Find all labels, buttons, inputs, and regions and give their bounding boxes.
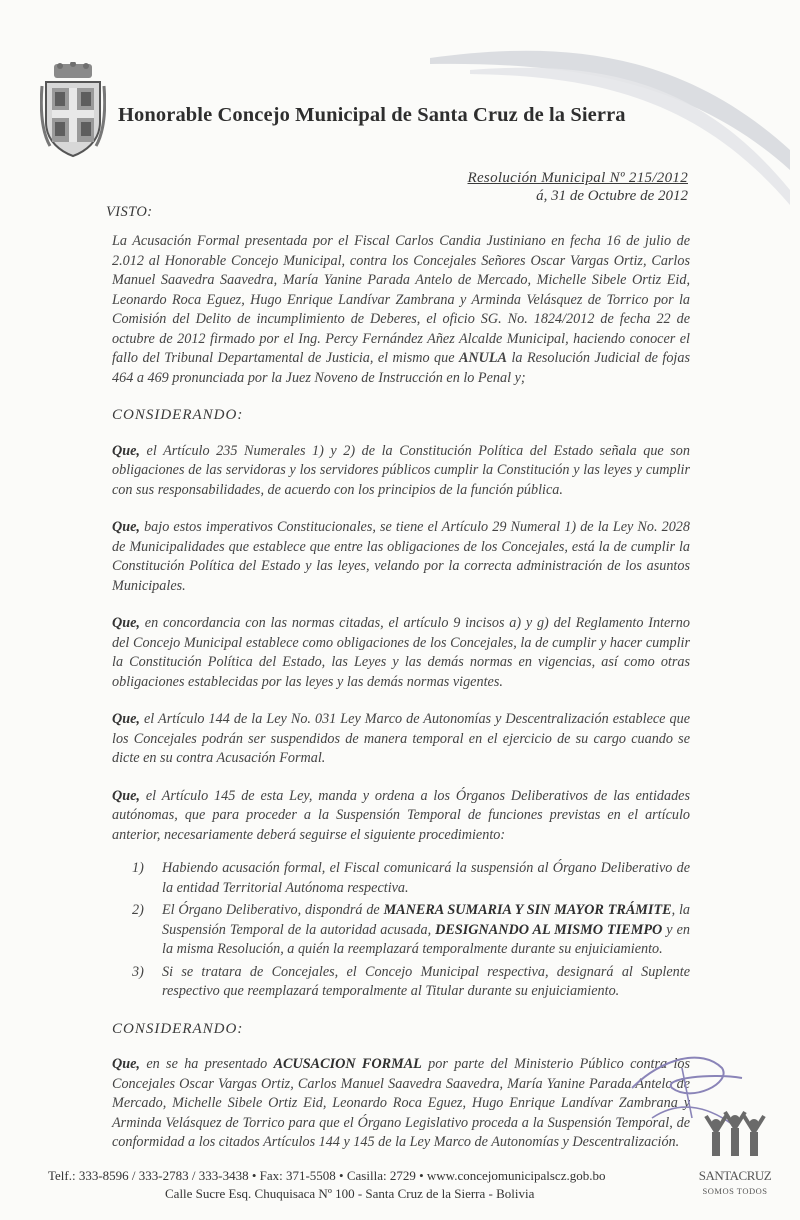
institution-title: Honorable Concejo Municipal de Santa Cruz de la Sierra <box>118 104 626 126</box>
considerando-heading-2: CONSIDERANDO: <box>112 1020 244 1037</box>
considerando-paragraph: Que, bajo estos imperativos Constitucionales, se tiene el Artículo 29 Numeral 1) de la Ley No. 2028 de Municipalidades que establece que entre las obligaciones de los Concejales, está la de cumplir la Constitución Política del Estado y las leyes, velando por la correcta administración de los asuntos Municipales. <box>112 519 690 594</box>
procedure-step: 3) Si se tratara de Concejales, el Concejo Municipal respectiva, designará al Suplente respectivo que reemplazará temporalmente al Titular durante su enjuiciamiento. <box>132 963 690 999</box>
footer-address: Calle Sucre Esq. Chuquisaca Nº 100 - Santa Cruz de la Sierra - Bolivia <box>165 1186 535 1201</box>
considerando-paragraph: Que, el Artículo 145 de esta Ley, manda y ordena a los Órganos Deliberativos de las entidades autónomas, que para proceder a la Suspensión Temporal de funciones previstas en el artículo anterior, necesariamente deberá seguirse el siguiente procedimiento: <box>112 787 690 843</box>
considerando-paragraph: Que, el Artículo 144 de la Ley No. 031 Ley Marco de Autonomías y Descentralización establece que los Concejales podrán ser suspendidos de manera temporal en el ejercicio de su cargo cuando se dicte en su contra Acusación Formal. <box>112 711 690 766</box>
considerando-paragraph: Que, el Artículo 235 Numerales 1) y 2) de la Constitución Política del Estado señala que son obligaciones de las servidoras y los servidores públicos cumplir la Constitución y las leyes y cumplir con sus responsabilidades, de acuerdo con los principios de la función pública. <box>112 442 690 498</box>
visto-paragraph: La Acusación Formal presentada por el Fiscal Carlos Candia Justiniano en fecha 16 de julio de 2.012 al Honorable Concejo Municipal, contra los Concejales Señores Oscar Vargas Ortiz, Carlos Manuel Saavedra Saavedra, María Yanine Parada Antelo de Mercado, Michelle Sibele Ortiz Eid, Leonardo Roca Eguez, Hugo Enrique Landívar Zambrana y Arminda Velásquez de Torrico por la Comisión del Delito de incumplimiento de Deberes, el oficio SG. No. 1824/2012 de fecha 22 de octubre de 2012 firmado por el Ing. Percy Fernández Añez Alcalde Municipal, haciendo conocer el fallo del Tribunal Departamental de Justicia, el mismo que ANULA la Resolución Judicial de fojas 464 a 469 pronunciada por la Juez Noveno de Instrucción en lo Penal y; <box>112 233 690 386</box>
municipal-coat-of-arms-icon <box>40 62 106 158</box>
annul-keyword: ANULA <box>458 350 508 366</box>
document-body <box>112 232 690 1171</box>
logo-brand: SANTACRUZ <box>698 1168 772 1183</box>
resolution-date: á, 31 de Octubre de 2012 <box>536 188 688 204</box>
people-figures-icon <box>694 1110 776 1170</box>
considerando-paragraph: Que, en concordancia con las normas citadas, el artículo 9 incisos a) y g) del Reglamento Interno del Concejo Municipal establece como obligaciones de los Concejales, la de cumplir y hacer cumplir la Constitución Política del Estado, las Leyes y las demás normas en vigencias, así como otras obligaciones establecidas por las leyes y las demás normas vigentes. <box>112 615 690 690</box>
considerando-heading-1: CONSIDERANDO: <box>112 407 244 423</box>
resolution-number: Resolución Municipal Nº 215/2012 <box>467 170 688 186</box>
footer-contact: Telf.: 333-8596 / 333-2783 / 333-3438 • Fax: 371-5508 • Casilla: 2729 • www.concejomunicipalscz.gob.bo <box>48 1168 606 1183</box>
procedure-step: 1) Habiendo acusación formal, el Fiscal comunicará la suspensión al Órgano Deliberativo de la entidad Territorial Autónoma respectiva. <box>132 860 690 896</box>
header-swoosh-graphic <box>0 0 800 260</box>
santa-cruz-logo <box>694 1110 776 1206</box>
procedure-step: 2) El Órgano Deliberativo, dispondrá de MANERA SUMARIA Y SIN MAYOR TRÁMITE, la Suspensión Temporal de la autoridad acusada, DESIGNANDO AL MISMO TIEMPO y en la misma Resolución, a quién la reemplazará temporalmente durante su enjuiciamiento. <box>132 902 690 957</box>
procedure-list <box>112 859 690 1002</box>
logo-tagline: SOMOS TODOS <box>702 1186 768 1196</box>
visto-heading: VISTO: <box>106 204 153 220</box>
considerando-2-paragraph: Que, en se ha presentado ACUSACION FORMAL por parte del Ministerio Público contra los Concejales Oscar Vargas Ortiz, Carlos Manuel Saavedra Saavedra, María Yanine Parada Antelo de Mercado, Michelle Sibele Ortiz Eid, Leonardo Roca Eguez, Hugo Enrique Landívar Zambrana y Arminda Velásquez de Torrico para que el Órgano Legislativo proceda a la Suspensión Temporal, de conformidad a los citados Artículos 144 y 145 de la Ley Marco de Autonomías y Descentralización. <box>112 1056 691 1150</box>
